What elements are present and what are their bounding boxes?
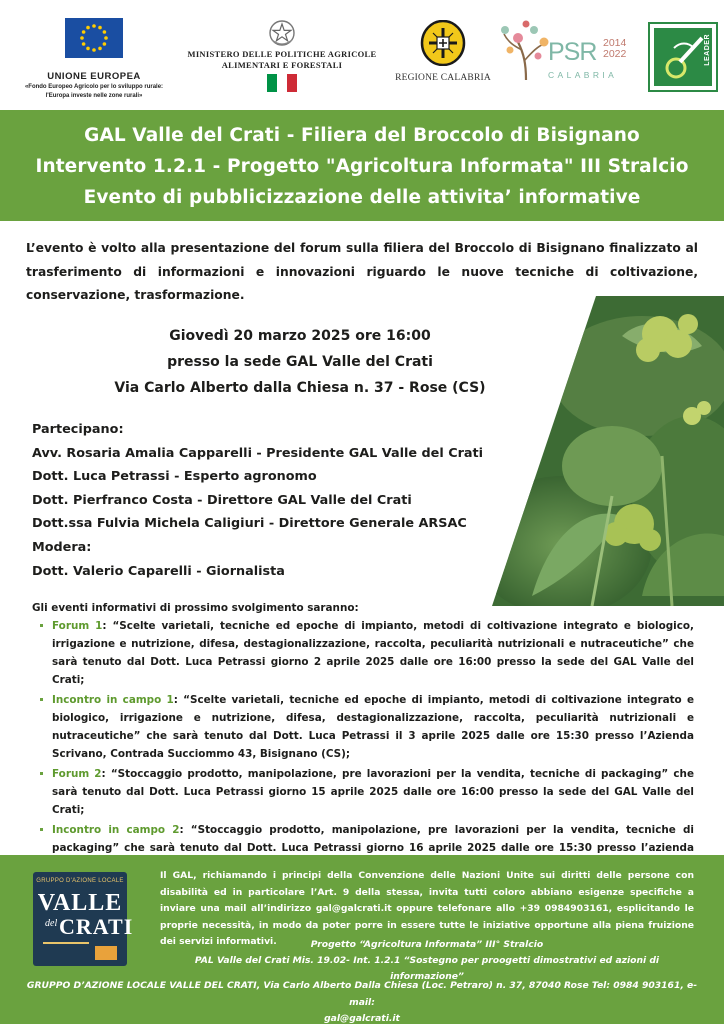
- gal-logo-top: GRUPPO D'AZIONE LOCALE: [36, 878, 124, 884]
- leader-word: LEADER: [704, 34, 711, 66]
- tree-icon: [496, 16, 550, 82]
- eu-flag-icon: [65, 18, 123, 58]
- list-item: [40, 617, 694, 689]
- gal-train-icon: [95, 946, 117, 960]
- list-item: [40, 691, 694, 763]
- participant: Dott.ssa Fulvia Michela Caligiuri - Direttore Generale ARSAC: [32, 516, 467, 532]
- event-label: Incontro in campo 1: [52, 694, 174, 706]
- italy-emblem-icon: [267, 18, 297, 48]
- event-label: Forum 1: [52, 620, 103, 632]
- ministry-name-line1: MINISTERO DELLE POLITICHE AGRICOLE: [187, 49, 377, 59]
- eu-logo: [6, 18, 182, 100]
- gal-logo-valle: VALLE: [37, 890, 123, 916]
- psr-year-start: 2014: [603, 37, 627, 49]
- psr-years: [603, 38, 626, 60]
- broccoli-photo: [492, 296, 724, 606]
- eu-fund-line2: l'Europa investe nelle zone rurali»: [45, 93, 143, 99]
- psr-year-end: 2022: [603, 48, 627, 60]
- gal-logo: [33, 872, 134, 966]
- event-label: Forum 2: [52, 768, 102, 780]
- event-place: presso la sede GAL Valle del Crati: [167, 354, 433, 370]
- gal-logo-stripe: [43, 942, 89, 944]
- ministry-logo: [182, 18, 382, 92]
- title-line-1: GAL Valle del Crati - Filiera del Broccolo di Bisignano: [84, 125, 640, 146]
- event-text: : “Stoccaggio prodotto, manipolazione, pre lavorazioni per la vendita, tecniche di packaging” che sarà tenuto dal Dott. Luca Petrassi giorno 15 aprile 2025 dalle ore 16:00 presso la sede del GAL Valle del Crati;: [52, 768, 694, 816]
- participant: Avv. Rosaria Amalia Capparelli - Presidente GAL Valle del Crati: [32, 445, 484, 461]
- program-line-2: PAL Valle del Crati Mis. 19.02- Int. 1.2.1 “Sostegno per proogetti dimostrativi ed azioni di informazione”: [194, 955, 660, 982]
- participant: Dott. Luca Petrassi - Esperto agronomo: [32, 469, 317, 485]
- ministry-name-line2: ALIMENTARI E FORESTALI: [221, 60, 343, 70]
- participants-heading: Partecipano:: [32, 422, 124, 437]
- gal-logo-del: del: [45, 918, 58, 929]
- events-list: [40, 617, 694, 877]
- intro-paragraph: L’evento è volto alla presentazione del forum sulla filiera del Broccolo di Bisignano finalizzato al trasferimento di informazioni e innovazioni riguardo le nuove tecniche di coltivazione, conservazione, trasformazione.: [26, 241, 698, 302]
- accessibility-notice: Il GAL, richiamando i principi della Convenzione delle Nazioni Unite sui diritti delle persone con disabilità ed in particolare l’Art. 9 della stessa, invita tutti coloro abbiano esigenze specifiche a inviare una mail all’indirizzo gal@galcrati.it oppure telefonare allo +39 0984903161, esplicitando le proprie necessità, in modo da poter porre in essere tutte le iniziative opportune alla piena fruizione dei servizi informativi.: [160, 870, 694, 947]
- event-text: : “Stoccaggio prodotto, manipolazione, pre lavorazioni per la vendita, tecniche di packaging” che sarà tenuto dal Dott. Luca Petrassi giorno 16 aprile 2025 dalle ore 15:30 presso l’azienda: [52, 824, 694, 854]
- eu-fund-line1: «Fondo Europeo Agricolo per lo sviluppo rurale:: [24, 84, 164, 90]
- calabria-logo: [384, 20, 502, 83]
- participant: Dott. Pierfranco Costa - Direttore GAL Valle del Crati: [32, 492, 412, 508]
- psr-region: CALABRIA: [548, 70, 618, 80]
- event-address: Via Carlo Alberto dalla Chiesa n. 37 - Rose (CS): [114, 380, 486, 396]
- moderator: Dott. Valerio Caparelli - Giornalista: [32, 563, 285, 579]
- gal-logo-crati: CRATI: [59, 914, 134, 939]
- eu-name: UNIONE EUROPEA: [47, 71, 141, 82]
- calabria-shield-icon: [420, 20, 466, 66]
- address-line-1: GRUPPO D’AZIONE LOCALE VALLE DEL CRATI, Via Carlo Alberto Dalla Chiesa (Loc. Petraro) n. 37, 87040 Rose Tel: 0984 903161, e-mail:: [26, 980, 698, 1008]
- program-line-1: Progetto “Agricoltura Informata” III° Stralcio: [310, 939, 544, 950]
- region-name: REGIONE CALABRIA: [395, 73, 491, 83]
- title-line-3: Evento di pubblicizzazione delle attivita’ informative: [83, 187, 641, 208]
- moderator-heading: Modera:: [32, 539, 92, 555]
- list-item: [40, 765, 694, 819]
- contact-address: [20, 978, 704, 1024]
- participants: [32, 418, 502, 583]
- event-date: Giovedì 20 marzo 2025 ore 16:00: [169, 328, 431, 344]
- title-line-2: Intervento 1.2.1 - Progetto "Agricoltura Informata" III Stralcio: [35, 156, 689, 177]
- event-label: Incontro in campo 2: [52, 824, 180, 836]
- address-email: gal@galcrati.it: [324, 1013, 400, 1024]
- event-details: [100, 323, 500, 401]
- event-text: : “Scelte varietali, tecniche ed epoche di impianto, metodi di coltivazione integrato e biologico, irrigazione e nutrizione, difesa, destagionalizzazione, raccolta, peculiarità nutrizionali e nutraceutiche” che sarà tenuto dal Dott. Luca Petrassi giorno 2 aprile 2025 dalle ore 16:00 presso la sede del GAL Valle del Crati;: [52, 620, 694, 686]
- psr-word: PSR: [548, 38, 597, 66]
- events-heading: Gli eventi informativi di prossimo svolgimento saranno:: [32, 602, 359, 614]
- event-text: : “Scelte varietali, tecniche ed epoche di impianto, metodi di coltivazione integrato e biologico, irrigazione e nutrizione, difesa, destagionalizzazione, raccolta, peculiarità nutrizionali e nutraceutiche” che sarà tenuto dal Dott. Luca Petrassi il 3 aprile 2025 dalle ore 15:30 presso l’Azienda Scrivano, Contrada Succiommo 43, Bisignano (CS);: [52, 694, 694, 760]
- logo-header: [0, 0, 724, 110]
- italy-flag-icon: [267, 74, 297, 92]
- title-band: [0, 110, 724, 221]
- psr-logo: [496, 16, 644, 86]
- leader-logo: [648, 22, 718, 92]
- footer: [0, 855, 724, 1024]
